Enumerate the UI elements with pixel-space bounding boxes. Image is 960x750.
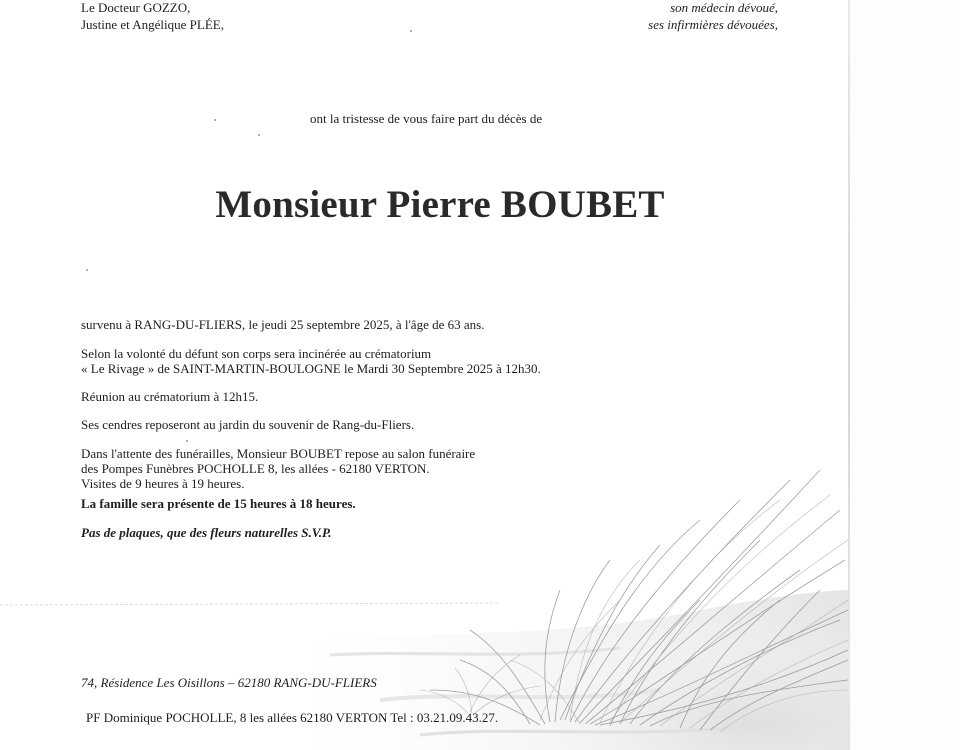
scan-speck <box>258 134 260 136</box>
scan-margin <box>850 0 960 750</box>
salon-line-1: Dans l'attente des funérailles, Monsieur BOUBET repose au salon funéraire <box>81 446 476 461</box>
header-left-line-2: Justine et Angélique PLÉE, <box>81 17 224 32</box>
family-address: 74, Résidence Les Oisillons – 62180 RANG-DU-FLIERS <box>81 675 377 690</box>
header-right-line-1: son médecin dévoué, <box>670 0 778 15</box>
cremation-line-1: Selon la volonté du défunt son corps sera incinérée au crématorium <box>81 346 432 361</box>
ashes-line: Ses cendres reposeront au jardin du souvenir de Rang-du-Fliers. <box>81 417 415 432</box>
scan-speck <box>410 30 412 32</box>
family-presence-line: La famille sera présente de 15 heures à 18 heures. <box>81 496 356 511</box>
scan-speck <box>86 269 88 271</box>
death-line: survenu à RANG-DU-FLIERS, le jeudi 25 septembre 2025, à l'âge de 63 ans. <box>81 317 485 332</box>
header-right-line-2: ses infirmières dévouées, <box>648 17 778 32</box>
flowers-line: Pas de plaques, que des fleurs naturelles S.V.P. <box>81 525 332 540</box>
meeting-line: Réunion au crématorium à 12h15. <box>81 389 259 404</box>
cremation-line-2: « Le Rivage » de SAINT-MARTIN-BOULOGNE le Mardi 30 Septembre 2025 à 12h30. <box>81 361 541 376</box>
intro-text: ont la tristesse de vous faire part du décès de <box>310 111 543 126</box>
salon-line-2: des Pompes Funèbres POCHOLLE 8, les allées - 62180 VERTON. <box>81 461 430 476</box>
deceased-name: Monsieur Pierre BOUBET <box>215 183 665 226</box>
scan-speck <box>186 440 188 442</box>
scan-speck <box>214 119 216 121</box>
funeral-home-line: PF Dominique POCHOLLE, 8 les allées 62180 VERTON Tel : 03.21.09.43.27. <box>86 710 499 725</box>
visits-line: Visites de 9 heures à 19 heures. <box>81 476 245 491</box>
header-left-line-1: Le Docteur GOZZO, <box>81 0 191 15</box>
